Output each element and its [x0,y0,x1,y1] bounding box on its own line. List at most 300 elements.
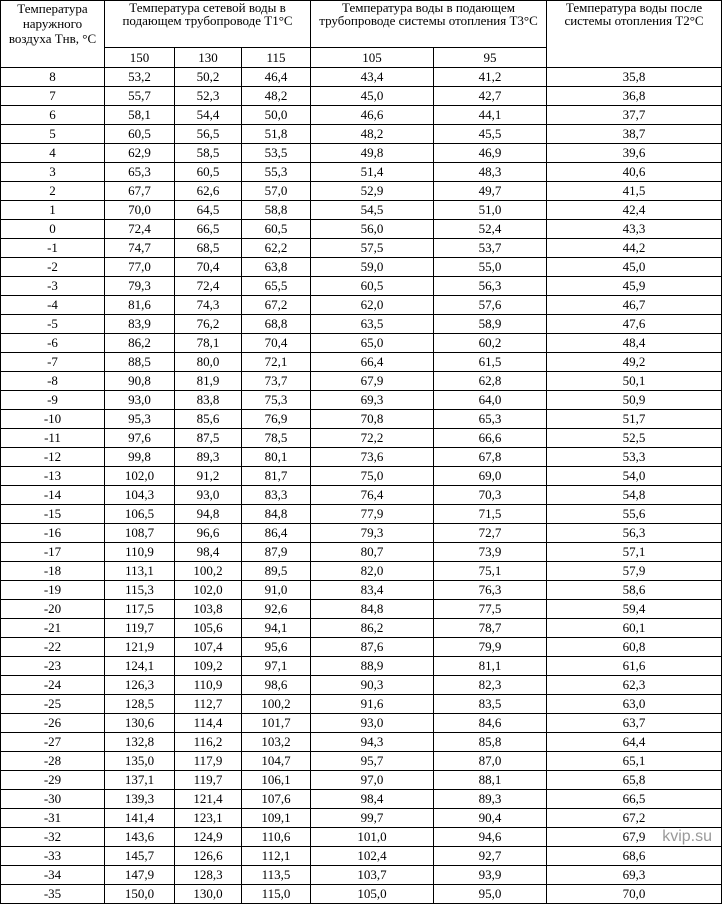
table-cell: 67,7 [105,182,175,201]
table-cell: 62,6 [175,182,242,201]
table-cell: 69,3 [311,391,434,410]
table-row [1,315,722,334]
table-cell: 43,3 [547,220,722,239]
table-cell: 102,0 [105,467,175,486]
table-cell: 72,2 [311,429,434,448]
table-cell: 70,4 [242,334,311,353]
table-cell: 62,9 [105,144,175,163]
table-cell: 115,0 [242,885,311,904]
table-cell: 89,3 [175,448,242,467]
table-cell: 78,1 [175,334,242,353]
table-cell: 100,2 [242,695,311,714]
table-cell: 60,5 [311,277,434,296]
table-cell: 132,8 [105,733,175,752]
table-cell: 51,4 [311,163,434,182]
table-cell: 67,9 [547,828,722,847]
table-cell: -4 [1,296,105,315]
table-cell: -30 [1,790,105,809]
subheader-150: 150 [105,48,175,68]
table-row [1,638,722,657]
table-cell: 45,0 [547,258,722,277]
table-row [1,277,722,296]
table-cell: 67,2 [547,809,722,828]
table-cell: 88,1 [434,771,547,790]
table-cell: 55,3 [242,163,311,182]
table-cell: -35 [1,885,105,904]
table-cell: 78,5 [242,429,311,448]
table-cell: 80,7 [311,543,434,562]
table-cell: 7 [1,87,105,106]
table-cell: 77,5 [434,600,547,619]
table-row [1,258,722,277]
table-row [1,695,722,714]
table-cell: 52,3 [175,87,242,106]
table-cell: 51,7 [547,410,722,429]
table-cell: 69,3 [547,866,722,885]
table-cell: 91,2 [175,467,242,486]
table-cell: 93,0 [105,391,175,410]
table-row [1,429,722,448]
table-cell: 58,5 [175,144,242,163]
table-row [1,581,722,600]
table-cell: -12 [1,448,105,467]
table-cell: 48,2 [242,87,311,106]
table-cell: 82,0 [311,562,434,581]
table-cell: 93,0 [311,714,434,733]
table-row [1,220,722,239]
table-cell: -25 [1,695,105,714]
table-cell: 65,0 [311,334,434,353]
table-cell: 71,5 [434,505,547,524]
table-cell: 47,6 [547,315,722,334]
table-cell: 78,7 [434,619,547,638]
table-cell: -21 [1,619,105,638]
table-cell: 45,9 [547,277,722,296]
table-cell: 2 [1,182,105,201]
table-cell: 57,5 [311,239,434,258]
table-cell: 50,0 [242,106,311,125]
table-cell: 99,8 [105,448,175,467]
table-cell: 89,3 [434,790,547,809]
table-cell: 113,5 [242,866,311,885]
subheader-115: 115 [242,48,311,68]
table-cell: 93,0 [175,486,242,505]
table-cell: 124,9 [175,828,242,847]
table-cell: 147,9 [105,866,175,885]
table-cell: 68,8 [242,315,311,334]
table-row [1,239,722,258]
table-cell: 98,6 [242,676,311,695]
table-cell: 98,4 [311,790,434,809]
table-cell: -11 [1,429,105,448]
site-watermark: kvip.su [662,828,712,845]
table-row [1,657,722,676]
table-cell: 98,4 [175,543,242,562]
table-cell: 0 [1,220,105,239]
table-row [1,448,722,467]
table-cell: 92,7 [434,847,547,866]
table-cell: 52,5 [547,429,722,448]
table-cell: 60,1 [547,619,722,638]
table-cell: 48,2 [311,125,434,144]
table-cell: -14 [1,486,105,505]
table-cell: 109,1 [242,809,311,828]
table-cell: 41,2 [434,68,547,87]
table-cell: -32 [1,828,105,847]
table-cell: 76,3 [434,581,547,600]
table-cell: 87,9 [242,543,311,562]
table-cell: 117,5 [105,600,175,619]
header-network-supply-temp: Температура сетевой воды в подающем трубопроводе Т1°С [105,1,311,48]
table-cell: 103,7 [311,866,434,885]
table-row [1,752,722,771]
table-cell: 70,0 [105,201,175,220]
table-cell: 58,6 [547,581,722,600]
table-row [1,68,722,87]
table-cell: 90,4 [434,809,547,828]
table-cell: 64,5 [175,201,242,220]
table-cell: 97,6 [105,429,175,448]
table-cell: 86,2 [105,334,175,353]
table-cell: -28 [1,752,105,771]
table-cell: 102,0 [175,581,242,600]
table-row [1,486,722,505]
table-cell: 35,8 [547,68,722,87]
table-cell: 1 [1,201,105,220]
table-cell: 82,3 [434,676,547,695]
table-cell: 69,0 [434,467,547,486]
table-cell: 54,8 [547,486,722,505]
table-cell: 56,5 [175,125,242,144]
table-cell: 44,2 [547,239,722,258]
table-cell: 49,8 [311,144,434,163]
header-heating-supply-temp: Температура воды в подающем трубопроводе системы отопления Т3°С [311,1,547,48]
table-cell: 49,7 [434,182,547,201]
table-cell: 40,6 [547,163,722,182]
table-row [1,619,722,638]
table-cell: 92,6 [242,600,311,619]
table-cell: 75,3 [242,391,311,410]
table-cell: 37,7 [547,106,722,125]
table-cell: 79,9 [434,638,547,657]
table-cell: 79,3 [105,277,175,296]
table-cell: 76,9 [242,410,311,429]
header-outdoor-temp: Температура наружного воздуха Тнв, °С [1,1,105,68]
table-cell: -7 [1,353,105,372]
table-cell: 56,3 [547,524,722,543]
table-cell: 95,3 [105,410,175,429]
table-cell: 62,3 [547,676,722,695]
table-cell: 51,0 [434,201,547,220]
table-cell: -13 [1,467,105,486]
table-cell: 93,9 [434,866,547,885]
table-cell: 76,2 [175,315,242,334]
table-cell: 128,3 [175,866,242,885]
table-cell: 137,1 [105,771,175,790]
table-cell: 81,9 [175,372,242,391]
table-cell: 43,4 [311,68,434,87]
table-cell: 63,7 [547,714,722,733]
table-row [1,106,722,125]
header-heating-return-temp: Температура воды после системы отопления Т2°С [547,1,722,68]
table-cell: 38,7 [547,125,722,144]
table-cell: 88,5 [105,353,175,372]
table-cell: 86,2 [311,619,434,638]
table-cell: 74,3 [175,296,242,315]
table-cell: 48,4 [547,334,722,353]
table-cell: 60,5 [175,163,242,182]
table-cell: 130,6 [105,714,175,733]
table-cell: 42,7 [434,87,547,106]
table-cell: 62,2 [242,239,311,258]
table-cell: 58,8 [242,201,311,220]
table-row [1,733,722,752]
table-cell: 65,8 [547,771,722,790]
table-cell: 77,9 [311,505,434,524]
table-cell: 60,5 [242,220,311,239]
table-row [1,410,722,429]
table-cell: 75,1 [434,562,547,581]
table-cell: 115,3 [105,581,175,600]
table-cell: 97,1 [242,657,311,676]
table-cell: 60,5 [105,125,175,144]
table-cell: 81,7 [242,467,311,486]
table-cell: 59,4 [547,600,722,619]
table-cell: 94,3 [311,733,434,752]
table-cell: 3 [1,163,105,182]
table-cell: 54,0 [547,467,722,486]
table-cell: 57,6 [434,296,547,315]
table-cell: 124,1 [105,657,175,676]
table-cell: 70,3 [434,486,547,505]
table-row [1,505,722,524]
table-cell: -17 [1,543,105,562]
table-row [1,600,722,619]
table-cell: 126,6 [175,847,242,866]
table-cell: 76,4 [311,486,434,505]
table-cell: 60,2 [434,334,547,353]
table-cell: 56,3 [434,277,547,296]
table-cell: 123,1 [175,809,242,828]
table-cell: 63,5 [311,315,434,334]
table-cell: 83,9 [105,315,175,334]
table-cell: 89,5 [242,562,311,581]
table-cell: 101,7 [242,714,311,733]
table-cell: 91,0 [242,581,311,600]
table-cell: 99,7 [311,809,434,828]
table-cell: 41,5 [547,182,722,201]
table-cell: 55,7 [105,87,175,106]
table-row [1,676,722,695]
table-cell: 5 [1,125,105,144]
table-cell: 121,4 [175,790,242,809]
table-cell: 50,2 [175,68,242,87]
table-cell: -1 [1,239,105,258]
table-cell: 65,3 [434,410,547,429]
table-row [1,163,722,182]
table-cell: 121,9 [105,638,175,657]
table-cell: 62,0 [311,296,434,315]
table-cell: 58,9 [434,315,547,334]
table-cell: -3 [1,277,105,296]
table-cell: 86,4 [242,524,311,543]
table-row [1,524,722,543]
table-cell: 135,0 [105,752,175,771]
table-cell: 112,7 [175,695,242,714]
table-cell: 80,1 [242,448,311,467]
table-cell: 95,0 [434,885,547,904]
table-cell: -2 [1,258,105,277]
table-cell: -23 [1,657,105,676]
table-cell: 110,9 [175,676,242,695]
table-row [1,866,722,885]
table-cell: 73,7 [242,372,311,391]
table-cell: -26 [1,714,105,733]
table-row [1,467,722,486]
table-cell: 117,9 [175,752,242,771]
table-cell: 95,6 [242,638,311,657]
table-cell: 42,4 [547,201,722,220]
table-cell: 58,1 [105,106,175,125]
table-cell: 104,7 [242,752,311,771]
table-cell: 46,7 [547,296,722,315]
table-cell: 64,4 [547,733,722,752]
table-cell: 83,4 [311,581,434,600]
table-cell: 68,5 [175,239,242,258]
table-row [1,847,722,866]
table-cell: 72,7 [434,524,547,543]
table-cell: 84,8 [242,505,311,524]
table-cell: 75,0 [311,467,434,486]
table-row [1,391,722,410]
table-cell: -27 [1,733,105,752]
table-cell: -19 [1,581,105,600]
table-cell: 53,3 [547,448,722,467]
table-body [1,68,722,904]
table-cell: 72,4 [175,277,242,296]
table-cell: 90,3 [311,676,434,695]
table-cell: 55,6 [547,505,722,524]
table-cell: 83,8 [175,391,242,410]
table-cell: 100,2 [175,562,242,581]
table-cell: 55,0 [434,258,547,277]
table-cell: 70,8 [311,410,434,429]
table-cell: 107,4 [175,638,242,657]
table-row [1,372,722,391]
table-cell: 109,2 [175,657,242,676]
table-cell: 54,5 [311,201,434,220]
table-cell: 65,5 [242,277,311,296]
table-cell: 66,5 [547,790,722,809]
table-cell: 66,5 [175,220,242,239]
table-row [1,809,722,828]
table-cell: 45,5 [434,125,547,144]
table-cell: 85,8 [434,733,547,752]
table-cell: 6 [1,106,105,125]
table-row [1,201,722,220]
table-cell: 73,9 [434,543,547,562]
table-cell: 65,1 [547,752,722,771]
table-cell: 56,0 [311,220,434,239]
table-cell: 62,8 [434,372,547,391]
table-cell: 46,4 [242,68,311,87]
table-row [1,125,722,144]
table-cell: 68,6 [547,847,722,866]
table-cell: 79,3 [311,524,434,543]
table-cell: 145,7 [105,847,175,866]
table-cell: -15 [1,505,105,524]
table-row [1,790,722,809]
table-cell: -8 [1,372,105,391]
table-cell: 53,2 [105,68,175,87]
table-cell: 61,6 [547,657,722,676]
table-cell: 36,8 [547,87,722,106]
table-cell: 53,7 [434,239,547,258]
table-cell: 81,1 [434,657,547,676]
table-cell: 54,4 [175,106,242,125]
table-cell: 96,6 [175,524,242,543]
table-row [1,353,722,372]
table-cell: 72,4 [105,220,175,239]
table-cell: -6 [1,334,105,353]
table-cell: 97,0 [311,771,434,790]
table-row [1,885,722,904]
table-cell: -5 [1,315,105,334]
table-cell: -29 [1,771,105,790]
subheader-105: 105 [311,48,434,68]
table-cell: -34 [1,866,105,885]
subheader-130: 130 [175,48,242,68]
table-cell: 67,9 [311,372,434,391]
table-cell: 57,0 [242,182,311,201]
table-cell: -22 [1,638,105,657]
table-cell: 110,9 [105,543,175,562]
table-cell: 119,7 [105,619,175,638]
table-cell: 95,7 [311,752,434,771]
table-cell: 141,4 [105,809,175,828]
table-cell: -10 [1,410,105,429]
table-cell: 81,6 [105,296,175,315]
table-cell: 73,6 [311,448,434,467]
table-cell: 4 [1,144,105,163]
table-cell: 150,0 [105,885,175,904]
table-cell: 52,4 [434,220,547,239]
table-cell: 61,5 [434,353,547,372]
table-cell: 80,0 [175,353,242,372]
table-cell: 46,9 [434,144,547,163]
table-cell: 66,4 [311,353,434,372]
table-cell: 90,8 [105,372,175,391]
table-cell: 143,6 [105,828,175,847]
table-cell: 107,6 [242,790,311,809]
table-row [1,543,722,562]
table-cell: 49,2 [547,353,722,372]
table-cell: -16 [1,524,105,543]
table-cell: 106,1 [242,771,311,790]
table-cell: 116,2 [175,733,242,752]
table-cell: 103,2 [242,733,311,752]
table-row [1,714,722,733]
table-cell: 84,8 [311,600,434,619]
table-cell: 114,4 [175,714,242,733]
table-cell: 51,8 [242,125,311,144]
table-cell: 44,1 [434,106,547,125]
table-cell: 113,1 [105,562,175,581]
table-row [1,296,722,315]
table-cell: 108,7 [105,524,175,543]
table-cell: 52,9 [311,182,434,201]
table-cell: 63,0 [547,695,722,714]
